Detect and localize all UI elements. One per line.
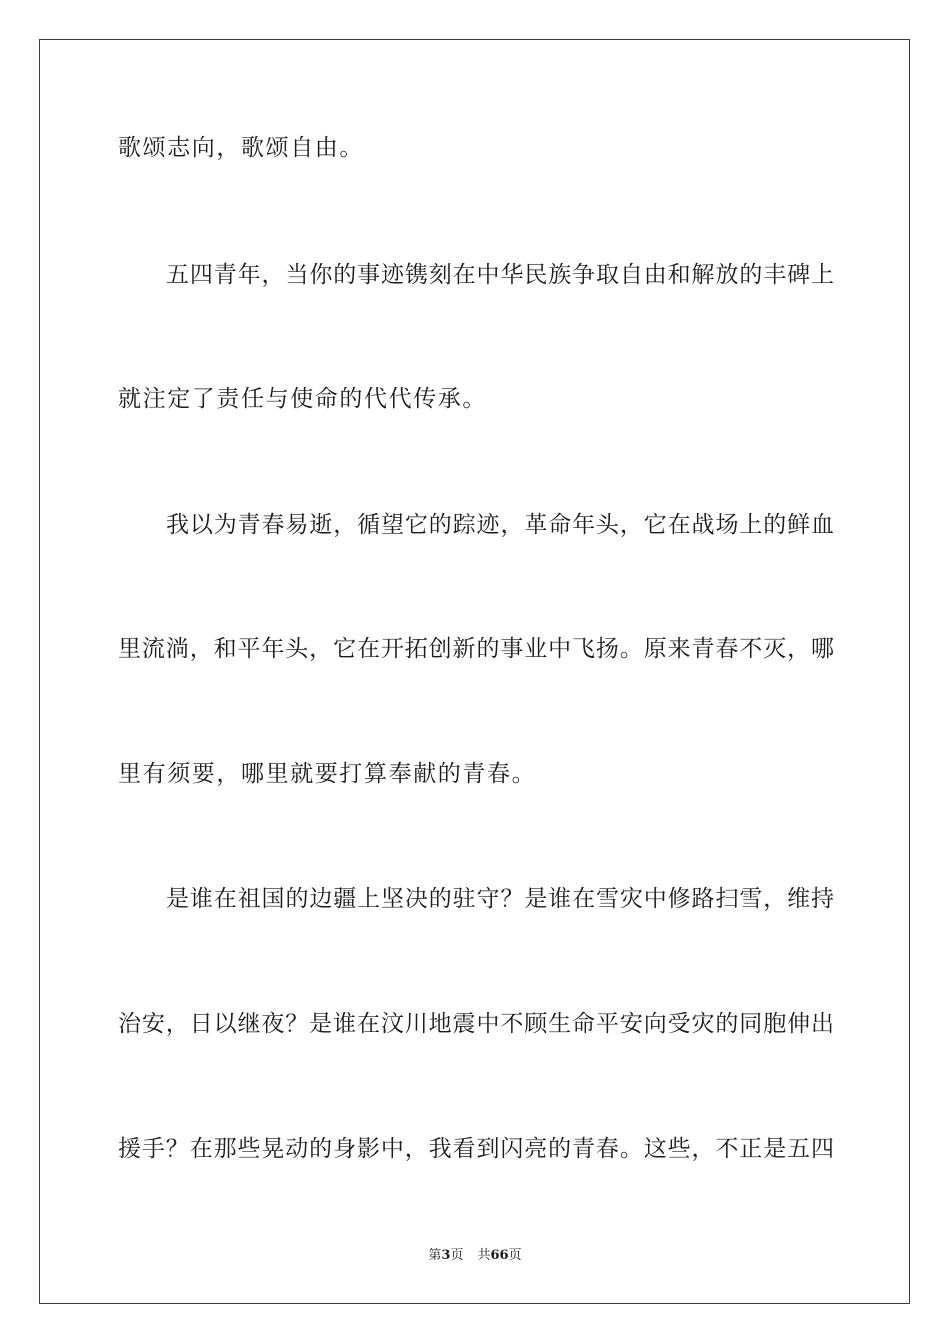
text-line-4: 我以为青春易逝，循望它的踪迹，革命年头，它在战场上的鲜血 — [166, 512, 834, 538]
total-prefix: 共 — [477, 1248, 491, 1263]
page-border — [39, 39, 910, 1304]
text-line-6: 里有须要，哪里就要打算奉献的青春。 — [118, 761, 537, 787]
page-number: 3 — [441, 1248, 451, 1263]
total-pages: 66 — [490, 1248, 509, 1263]
text-line-9: 援手？在那些晃动的身影中，我看到闪亮的青春。这些，不正是五四 — [118, 1136, 834, 1162]
page-footer — [0, 1247, 950, 1265]
text-line-7: 是谁在祖国的边疆上坚决的驻守？是谁在雪灾中修路扫雪，维持 — [166, 886, 834, 912]
page-suffix: 页 — [450, 1248, 464, 1263]
text-line-8: 治安，日以继夜？是谁在汶川地震中不顾生命平安向受灾的同胞伸出 — [118, 1011, 834, 1037]
page-prefix: 第 — [428, 1248, 442, 1263]
text-line-1: 歌颂志向，歌颂自由。 — [118, 135, 364, 161]
text-line-2: 五四青年，当你的事迹镌刻在中华民族争取自由和解放的丰碑上 — [166, 262, 834, 288]
total-suffix: 页 — [508, 1248, 522, 1263]
text-line-5: 里流淌，和平年头，它在开拓创新的事业中飞扬。原来青春不灭，哪 — [118, 636, 834, 662]
text-line-3: 就注定了责任与使命的代代传承。 — [118, 386, 487, 412]
